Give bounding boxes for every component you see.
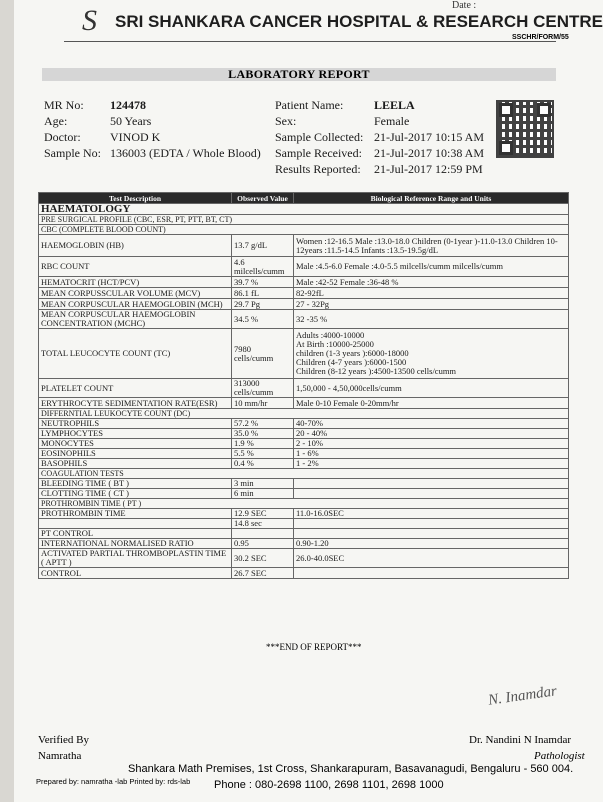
header-observed-value: Observed Value — [232, 193, 294, 204]
test-description-cell: ACTIVATED PARTIAL THROMBOPLASTIN TIME ( APTT ) — [39, 549, 232, 568]
observed-value-cell — [232, 529, 294, 539]
table-row — [39, 288, 569, 299]
observed-value-cell: 57.2 % — [232, 419, 294, 429]
patient-name-value: LEELA — [374, 98, 415, 112]
reference-range-cell: 26.0-40.0SEC — [294, 549, 569, 568]
table-row — [39, 329, 569, 379]
table-row — [39, 310, 569, 329]
test-description-cell: MONOCYTES — [39, 439, 232, 449]
reference-range-cell: 11.0-16.0SEC — [294, 509, 569, 519]
table-row — [39, 449, 569, 459]
received-label: Sample Received: — [275, 146, 362, 160]
observed-value-cell: 313000 cells/cumm — [232, 379, 294, 398]
header-test-description: Test Description — [39, 193, 232, 204]
sex-value: Female — [374, 114, 410, 128]
subsection-heading — [39, 409, 569, 419]
test-description-cell: ERYTHROCYTE SEDIMENTATION RATE(ESR) — [39, 398, 232, 409]
reference-range-cell: 0.90-1.20 — [294, 539, 569, 549]
test-description-cell: MEAN CORPUSCULAR HAEMOGLOBIN CONCENTRATION (MCHC) — [39, 310, 232, 329]
subsection-heading — [39, 499, 569, 509]
observed-value-cell: 6 min — [232, 489, 294, 499]
age-value: 50 Years — [110, 114, 152, 128]
test-description-cell: NEUTROPHILS — [39, 419, 232, 429]
test-description-cell: PT CONTROL — [39, 529, 232, 539]
observed-value-cell: 12.9 SEC — [232, 509, 294, 519]
observed-value-cell: 4.6 milcells/cumm — [232, 257, 294, 277]
table-row — [39, 277, 569, 288]
pathologist-title: Pathologist — [534, 750, 585, 762]
results-value: 21-Jul-2017 12:59 PM — [374, 162, 483, 176]
section-label: CBC (COMPLETE BLOOD COUNT) — [39, 225, 569, 235]
patient-name-label: Patient Name: — [275, 98, 344, 112]
reference-range-cell: Male :42-52 Female :36-48 % — [294, 277, 569, 288]
observed-value-cell: 29.7 Pg — [232, 299, 294, 310]
reference-range-cell: 27 - 32Pg — [294, 299, 569, 310]
test-description-cell: MEAN CORPUSSCULAR VOLUME (MCV) — [39, 288, 232, 299]
table-row — [39, 529, 569, 539]
doctor-label: Doctor: — [44, 130, 81, 144]
observed-value-cell: 39.7 % — [232, 277, 294, 288]
reference-range-cell: 82-92fL — [294, 288, 569, 299]
reference-range-cell: 20 - 40% — [294, 429, 569, 439]
section-label: PROTHROMBIN TIME ( PT ) — [39, 499, 569, 509]
age-label: Age: — [44, 114, 68, 128]
observed-value-cell: 10 mm/hr — [232, 398, 294, 409]
table-row — [39, 235, 569, 257]
section-label: PRE SURGICAL PROFILE (CBC, ESR, PT, PTT, BT, CT) — [39, 215, 569, 225]
table-row — [39, 257, 569, 277]
reference-range-cell — [294, 489, 569, 499]
hospital-logo: S — [82, 4, 97, 37]
observed-value-cell: 0.4 % — [232, 459, 294, 469]
reference-range-cell: 1 - 6% — [294, 449, 569, 459]
reference-range-cell: Male :4.5-6.0 Female :4.0-5.5 milcells/cumm milcells/cumm — [294, 257, 569, 277]
sample-label: Sample No: — [44, 146, 101, 160]
sex-label: Sex: — [275, 114, 297, 128]
observed-value-cell: 1.9 % — [232, 439, 294, 449]
test-description-cell: BLEEDING TIME ( BT ) — [39, 479, 232, 489]
collected-value: 21-Jul-2017 10:15 AM — [374, 130, 485, 144]
signature: N. Inamdar — [487, 683, 558, 709]
end-of-report: ***END OF REPORT*** — [266, 642, 362, 652]
test-description-cell: MEAN CORPUSCULAR HAEMOGLOBIN (MCH) — [39, 299, 232, 310]
observed-value-cell: 34.5 % — [232, 310, 294, 329]
table-row — [39, 429, 569, 439]
table-row — [39, 568, 569, 579]
subsection-heading — [39, 215, 569, 225]
observed-value-cell: 30.2 SEC — [232, 549, 294, 568]
reference-range-cell — [294, 479, 569, 489]
reference-range-cell — [294, 519, 569, 529]
hospital-phone: Phone : 080-2698 1100, 2698 1101, 2698 1000 — [214, 779, 444, 791]
observed-value-cell: 13.7 g/dL — [232, 235, 294, 257]
reference-range-cell: Adults :4000-10000 At Birth :10000-25000 children (1-3 years ):6000-18000 Children (4-7 years ):6000-1500 Children (8-12 years ):4500-13500 cells/cumm — [294, 329, 569, 379]
observed-value-cell: 5.5 % — [232, 449, 294, 459]
mr-value: 124478 — [110, 98, 146, 112]
table-header — [39, 193, 569, 204]
test-description-cell: CLOTTING TIME ( CT ) — [39, 489, 232, 499]
reference-range-cell: Women :12-16.5 Male :13.0-18.0 Children (0-1year )-11.0-13.0 Children 10-12years :11.5-14.5 Infants :13.5-19.5g/dL — [294, 235, 569, 257]
reference-range-cell — [294, 529, 569, 539]
doctor-value: VINOD K — [110, 130, 161, 144]
test-description-cell: PROTHROMBIN TIME — [39, 509, 232, 519]
observed-value-cell: 26.7 SEC — [232, 568, 294, 579]
observed-value-cell: 14.8 sec — [232, 519, 294, 529]
observed-value-cell: 35.0 % — [232, 429, 294, 439]
table-row — [39, 419, 569, 429]
table-row — [39, 398, 569, 409]
section-heading — [39, 204, 569, 215]
observed-value-cell: 86.1 fL — [232, 288, 294, 299]
test-description-cell: PLATELET COUNT — [39, 379, 232, 398]
reference-range-cell: 40-70% — [294, 419, 569, 429]
subsection-heading — [39, 469, 569, 479]
report-title: LABORATORY REPORT — [42, 68, 556, 81]
section-label: DIFFERNTIAL LEUKOCYTE COUNT (DC) — [39, 409, 569, 419]
test-description-cell — [39, 519, 232, 529]
results-label: Results Reported: — [275, 162, 361, 176]
table-row — [39, 479, 569, 489]
reference-range-cell: 2 - 10% — [294, 439, 569, 449]
form-code: SSCHR/FORM/55 — [512, 34, 569, 41]
table-row — [39, 549, 569, 568]
mr-label: MR No: — [44, 98, 84, 112]
verified-label: Verified By — [38, 734, 90, 746]
reference-range-cell: Male 0-10 Female 0-20mm/hr — [294, 398, 569, 409]
table-row — [39, 379, 569, 398]
table-row — [39, 489, 569, 499]
date-label: Date : — [452, 0, 477, 11]
received-value: 21-Jul-2017 10:38 AM — [374, 146, 485, 160]
header-divider — [64, 41, 556, 42]
reference-range-cell: 1,50,000 - 4,50,000cells/cumm — [294, 379, 569, 398]
observed-value-cell: 3 min — [232, 479, 294, 489]
test-description-cell: TOTAL LEUCOCYTE COUNT (TC) — [39, 329, 232, 379]
test-description-cell: HEMATOCRIT (HCT/PCV) — [39, 277, 232, 288]
test-description-cell: LYMPHOCYTES — [39, 429, 232, 439]
pathologist-name: Dr. Nandini N Inamdar — [469, 734, 572, 746]
reference-range-cell: 32 -35 % — [294, 310, 569, 329]
table-row — [39, 539, 569, 549]
table-row — [39, 459, 569, 469]
test-description-cell: HAEMOGLOBIN (HB) — [39, 235, 232, 257]
header-reference-range: Biological Reference Range and Units — [294, 193, 569, 204]
verified-name: Namratha — [38, 750, 82, 762]
table-row — [39, 519, 569, 529]
test-description-cell: CONTROL — [39, 568, 232, 579]
hospital-name: SRI SHANKARA CANCER HOSPITAL & RESEARCH CENTRE — [115, 12, 603, 31]
collected-label: Sample Collected: — [275, 130, 364, 144]
table-row — [39, 299, 569, 310]
section-label: COAGULATION TESTS — [39, 469, 569, 479]
observed-value-cell: 7980 cells/cumm — [232, 329, 294, 379]
test-description-cell: INTERNATIONAL NORMALISED RATIO — [39, 539, 232, 549]
table-row — [39, 509, 569, 519]
subsection-heading — [39, 225, 569, 235]
reference-range-cell: 1 - 2% — [294, 459, 569, 469]
section-label: HAEMATOLOGY — [39, 204, 569, 215]
test-description-cell: RBC COUNT — [39, 257, 232, 277]
reference-range-cell — [294, 568, 569, 579]
observed-value-cell: 0.95 — [232, 539, 294, 549]
test-description-cell: EOSINOPHILS — [39, 449, 232, 459]
table-row — [39, 439, 569, 449]
test-description-cell: BASOPHILS — [39, 459, 232, 469]
hospital-address: Shankara Math Premises, 1st Cross, Shankarapuram, Basavanagudi, Bengaluru - 560 004. — [128, 763, 574, 775]
results-table — [38, 192, 569, 579]
qr-code — [496, 100, 554, 158]
sample-value: 136003 (EDTA / Whole Blood) — [110, 146, 261, 160]
prepared-by: Prepared by: namratha -lab Printed by: rds-lab — [36, 777, 191, 786]
